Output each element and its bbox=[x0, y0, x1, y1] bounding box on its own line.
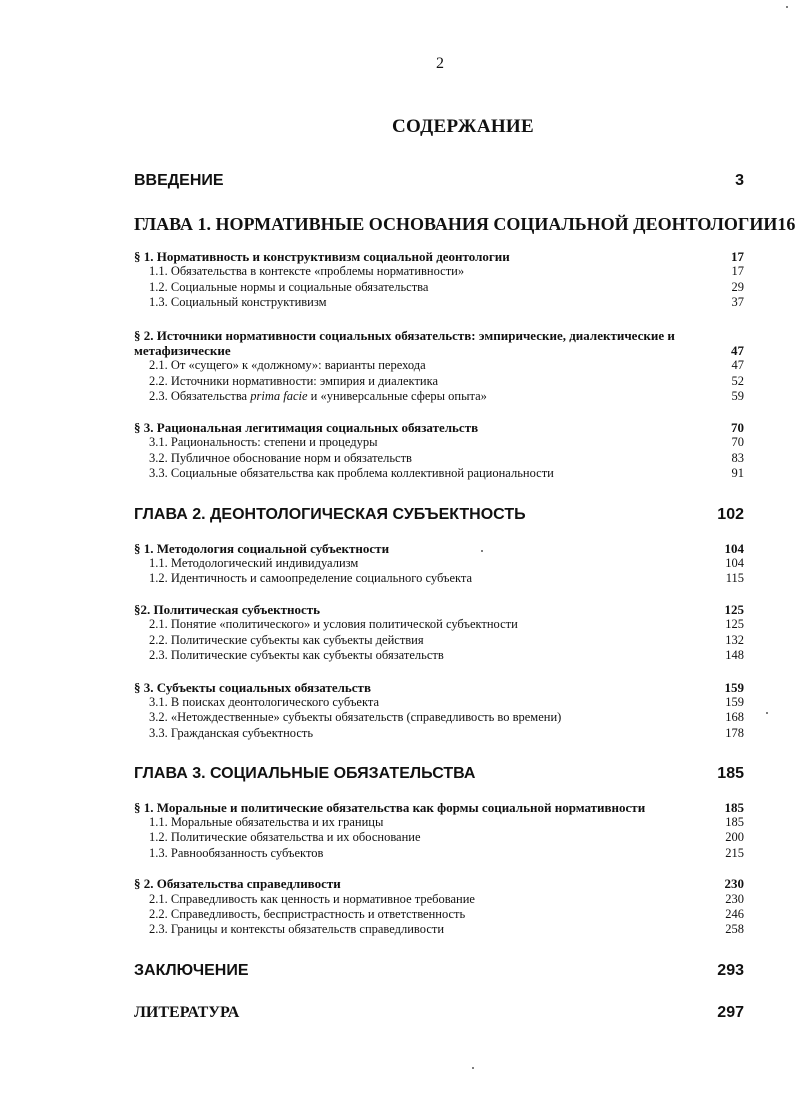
subsection-title: 1.3. Равнообязанность субъектов bbox=[149, 846, 324, 860]
toc-subsection[interactable] bbox=[134, 435, 744, 450]
toc-subsection[interactable] bbox=[134, 710, 744, 725]
toc-entry-conclusion[interactable] bbox=[134, 962, 744, 980]
toc-section[interactable] bbox=[134, 602, 744, 618]
section-page: 104 bbox=[724, 541, 744, 556]
subsection-title: 2.1. От «сущего» к «должному»: варианты перехода bbox=[149, 358, 426, 372]
section-page: 125 bbox=[724, 602, 744, 617]
toc-subsection[interactable] bbox=[134, 280, 744, 295]
chapter-title: ГЛАВА 1. НОРМАТИВНЫЕ ОСНОВАНИЯ СОЦИАЛЬНОЙ ДЕОНТОЛОГИИ bbox=[134, 214, 778, 234]
section-page: 159 bbox=[724, 680, 744, 695]
subsection-page: 70 bbox=[731, 435, 744, 449]
subsection-title: 2.2. Политические субъекты как субъекты действия bbox=[149, 633, 424, 647]
subsection-page: 258 bbox=[725, 922, 744, 936]
toc-subsection[interactable] bbox=[134, 726, 744, 741]
toc-section-line1[interactable] bbox=[134, 328, 744, 344]
toc-subsection[interactable] bbox=[134, 556, 744, 571]
subsection-page: 29 bbox=[731, 280, 744, 294]
toc-subsection[interactable] bbox=[134, 648, 744, 663]
toc-subsection[interactable] bbox=[134, 846, 744, 861]
chapter-page: 185 bbox=[717, 765, 744, 782]
toc-subsection[interactable] bbox=[134, 374, 744, 389]
toc-subsection[interactable] bbox=[134, 907, 744, 922]
toc-subsection[interactable] bbox=[134, 389, 744, 404]
subsection-page: 185 bbox=[725, 815, 744, 829]
toc-subsection[interactable] bbox=[134, 830, 744, 845]
subsection-title: 3.1. В поисках деонтологического субъекта bbox=[149, 695, 380, 709]
subsection-page: 37 bbox=[731, 295, 744, 309]
section-page: 70 bbox=[731, 420, 744, 435]
subsection-title: 1.2. Социальные нормы и социальные обязательства bbox=[149, 280, 429, 294]
toc-subsection[interactable] bbox=[134, 922, 744, 937]
section-title: § 3. Рациональная легитимация социальных обязательств bbox=[134, 420, 479, 435]
subsection-page: 104 bbox=[725, 556, 744, 570]
section-title: § 1. Методология социальной субъектности bbox=[134, 541, 390, 556]
toc-entry-intro[interactable] bbox=[134, 172, 744, 190]
subsection-title: 3.3. Социальные обязательства как проблема коллективной рациональности bbox=[149, 466, 554, 480]
subsection-page: 17 bbox=[731, 264, 744, 278]
subsection-page: 246 bbox=[725, 907, 744, 921]
entry-page: 3 bbox=[735, 172, 744, 189]
section-page: 185 bbox=[724, 800, 744, 815]
subsection-page: 83 bbox=[731, 451, 744, 465]
entry-title: ЛИТЕРАТУРА bbox=[134, 1004, 240, 1021]
subsection-title: 3.1. Рациональность: степени и процедуры bbox=[149, 435, 378, 449]
subsection-page: 178 bbox=[725, 726, 744, 740]
section-page: 17 bbox=[731, 249, 744, 264]
section-title: § 1. Моральные и политические обязательства как формы социальной нормативности bbox=[134, 800, 646, 815]
toc-subsection[interactable] bbox=[134, 617, 744, 632]
scan-speck bbox=[472, 1067, 474, 1069]
subsection-page: 132 bbox=[725, 633, 744, 647]
entry-title: ВВЕДЕНИЕ bbox=[134, 172, 224, 189]
chapter-page: 102 bbox=[717, 506, 744, 523]
subsection-page: 159 bbox=[725, 695, 744, 709]
subsection-title: 1.1. Моральные обязательства и их границы bbox=[149, 815, 384, 829]
subsection-title: 2.3. Обязательства prima facie и «универсальные сферы опыта» bbox=[149, 389, 487, 403]
toc-subsection[interactable] bbox=[134, 695, 744, 710]
section-title: § 2. Обязательства справедливости bbox=[134, 876, 341, 891]
subsection-page: 168 bbox=[725, 710, 744, 724]
subsection-page: 47 bbox=[731, 358, 744, 372]
toc-subsection[interactable] bbox=[134, 815, 744, 830]
entry-page: 297 bbox=[717, 1004, 744, 1021]
toc-heading: СОДЕРЖАНИЕ bbox=[392, 116, 534, 137]
toc-section[interactable] bbox=[134, 541, 744, 557]
subsection-title: 1.1. Обязательства в контексте «проблемы нормативности» bbox=[149, 264, 465, 278]
toc-subsection[interactable] bbox=[134, 451, 744, 466]
scan-speck bbox=[786, 6, 788, 8]
subsection-title: 2.3. Границы и контексты обязательств справедливости bbox=[149, 922, 445, 936]
subsection-title: 2.1. Справедливость как ценность и нормативное требование bbox=[149, 892, 475, 906]
toc-section[interactable] bbox=[134, 343, 744, 359]
subsection-page: 115 bbox=[725, 571, 744, 585]
subsection-title: 1.2. Политические обязательства и их обоснование bbox=[149, 830, 421, 844]
subsection-page: 148 bbox=[725, 648, 744, 662]
toc-chapter-3[interactable] bbox=[134, 765, 744, 783]
section-title: §2. Политическая субъектность bbox=[134, 602, 321, 617]
subsection-title: 2.3. Политические субъекты как субъекты обязательств bbox=[149, 648, 444, 662]
toc-subsection[interactable] bbox=[134, 264, 744, 279]
chapter-page: 16 bbox=[777, 214, 795, 234]
toc-entry-literature[interactable] bbox=[134, 1004, 744, 1022]
subsection-page: 215 bbox=[725, 846, 744, 860]
section-title: § 1. Нормативность и конструктивизм социальной деонтологии bbox=[134, 249, 510, 264]
toc-subsection[interactable] bbox=[134, 892, 744, 907]
chapter-title: ГЛАВА 2. ДЕОНТОЛОГИЧЕСКАЯ СУБЪЕКТНОСТЬ bbox=[134, 506, 526, 523]
toc-subsection[interactable] bbox=[134, 633, 744, 648]
page-number: 2 bbox=[436, 55, 444, 72]
entry-page: 293 bbox=[717, 962, 744, 979]
section-title-line2: метафизические bbox=[134, 343, 231, 358]
subsection-page: 230 bbox=[725, 892, 744, 906]
subsection-title: 3.3. Гражданская субъектность bbox=[149, 726, 314, 740]
subsection-title: 1.1. Методологический индивидуализм bbox=[149, 556, 359, 570]
section-page: 230 bbox=[724, 876, 744, 891]
subsection-title: 2.2. Справедливость, беспристрастность и ответственность bbox=[149, 907, 466, 921]
subsection-page: 200 bbox=[725, 830, 744, 844]
toc-chapter-1[interactable] bbox=[134, 214, 795, 235]
toc-subsection[interactable] bbox=[134, 466, 744, 481]
toc-subsection[interactable] bbox=[134, 295, 744, 310]
subsection-title: 1.2. Идентичность и самоопределение социального субъекта bbox=[149, 571, 473, 585]
entry-title: ЗАКЛЮЧЕНИЕ bbox=[134, 962, 249, 979]
subsection-title: 3.2. Публичное обоснование норм и обязательств bbox=[149, 451, 412, 465]
toc-section[interactable] bbox=[134, 420, 744, 436]
subsection-title: 3.2. «Нетождественные» субъекты обязательств (справедливость во времени) bbox=[149, 710, 562, 724]
chapter-title: ГЛАВА 3. СОЦИАЛЬНЫЕ ОБЯЗАТЕЛЬСТВА bbox=[134, 765, 476, 782]
toc-section[interactable] bbox=[134, 680, 744, 696]
section-title-line1: § 2. Источники нормативности социальных обязательств: эмпирические, диалектические и bbox=[134, 328, 675, 343]
scan-speck bbox=[766, 712, 768, 714]
toc-section[interactable] bbox=[134, 249, 744, 265]
subsection-page: 125 bbox=[725, 617, 744, 631]
toc-section[interactable] bbox=[134, 800, 744, 816]
toc-chapter-2[interactable] bbox=[134, 506, 744, 524]
toc-subsection[interactable] bbox=[134, 358, 744, 373]
subsection-title: 2.1. Понятие «политического» и условия политической субъектности bbox=[149, 617, 518, 631]
subsection-page: 91 bbox=[731, 466, 744, 480]
subsection-title: 2.2. Источники нормативности: эмпирия и диалектика bbox=[149, 374, 439, 388]
section-page: 47 bbox=[731, 343, 744, 358]
section-title: § 3. Субъекты социальных обязательств bbox=[134, 680, 371, 695]
subsection-page: 59 bbox=[731, 389, 744, 403]
scan-speck bbox=[481, 550, 483, 552]
toc-section[interactable] bbox=[134, 876, 744, 892]
subsection-page: 52 bbox=[731, 374, 744, 388]
toc-subsection[interactable] bbox=[134, 571, 744, 586]
subsection-title: 1.3. Социальный конструктивизм bbox=[149, 295, 327, 309]
